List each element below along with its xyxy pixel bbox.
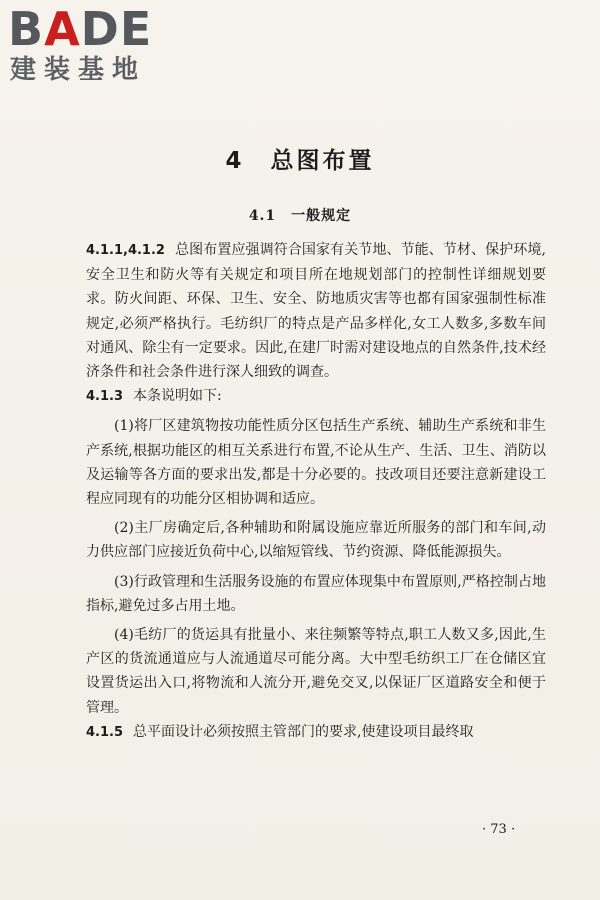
logo-letters-de: DE	[80, 2, 153, 56]
paragraph-4-1-5	[86, 720, 546, 745]
paragraph-item-2: (2)主厂房确定后,各种辅助和附属设施应靠近所服务的部门和车间,动力供应部门应接近负荷中心,以缩短管线、节约资源、降低能源损失。	[86, 520, 546, 561]
paragraph-item-4: (4)毛纺厂的货运具有批量小、来往频繁等特点,职工人数又多,因此,生产区的货流通道应与人流通道尽可能分离。大中型毛纺织工厂在仓储区宜设置货运出入口,将物流和人流分开,避免交叉,以保证厂区道路安全和便于管理。	[86, 627, 546, 716]
paragraph-text: 本条说明如下:	[133, 388, 222, 405]
paragraph-text: 总图布置应强调符合国家有关节地、节能、节材、保护环境,安全卫生和防火等有关规定和项目所在地规划部门的控制性详细规划要求。防火间距、环保、卫生、安全、防地质灾害等也都有国家强制性标准规定,必须严格执行。毛纺织厂的特点是产品多样化,女工人数多,多数车间对通风、除尘有一定要求。因此,在建厂时需对建设地点的自然条件,技术经济条件和社会条件进行深人细致的调查。	[86, 242, 546, 381]
clause-number: 4.1.3	[86, 389, 124, 405]
paragraph-text: 总平面设计必须按照主管部门的要求,使建设项目最终取	[133, 723, 474, 740]
page-number: · 73 ·	[482, 822, 516, 837]
body-text	[86, 238, 546, 745]
paragraph-item-3: (3)行政管理和生活服务设施的布置应体现集中布置原则,严格控制占地指标,避免过多占用土地。	[86, 573, 546, 614]
clause-number: 4.1.5	[86, 724, 124, 740]
logo-letter-b: B	[8, 2, 45, 56]
section-title: 4.1 一般规定	[248, 208, 352, 224]
logo-letter-a: A	[44, 2, 81, 56]
logo-wordmark	[8, 2, 152, 56]
chapter-title: 4 总图布置	[225, 148, 375, 174]
paragraph-item-1: (1)将厂区建筑物按功能性质分区包括生产系统、辅助生产系统和非生产系统,根据功能区的相互关系进行布置,不论从生产、生活、卫生、消防以及运输等各方面的要求出发,都是十分必要的。技改项目还要注意新建设工程应同现有的功能分区相协调和适应。	[86, 418, 546, 508]
logo-subtitle: 建装基地	[10, 55, 147, 85]
paragraph-4-1-3	[86, 384, 546, 409]
clause-number: 4.1.1,4.1.2	[86, 243, 165, 258]
bade-logo	[8, 2, 178, 92]
paragraph-4-1-1	[86, 238, 546, 384]
